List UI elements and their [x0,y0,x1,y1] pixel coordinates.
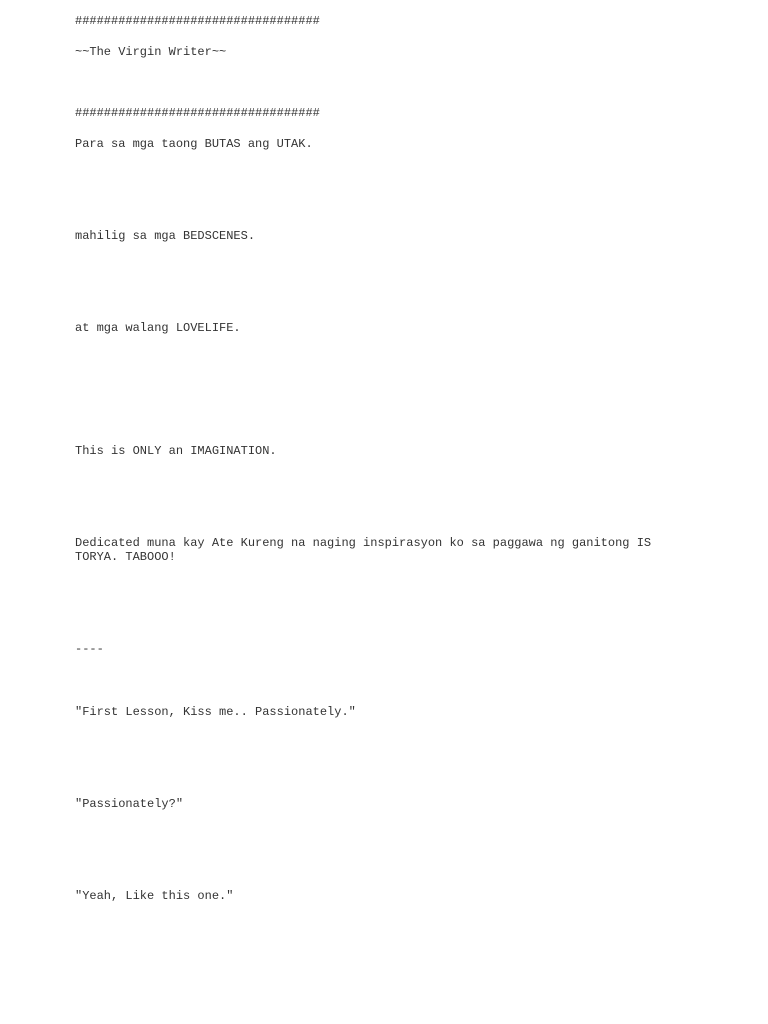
dialogue-line-2: "Passionately?" [75,797,184,811]
section-divider: ---- [75,642,104,656]
disclaimer: This is ONLY an IMAGINATION. [75,444,277,458]
separator-second: ################################## [75,106,320,120]
separator-top: ################################## [75,14,320,28]
byline: ~~The Virgin Writer~~ [75,45,227,59]
intro-line-1: Para sa mga taong BUTAS ang UTAK. [75,137,313,151]
intro-line-3: at mga walang LOVELIFE. [75,321,241,335]
dedication: Dedicated muna kay Ate Kureng na naging inspirasyon ko sa paggawa ng ganitong IS TORYA. TABOOO! [75,536,659,564]
dialogue-line-1: "First Lesson, Kiss me.. Passionately." [75,705,356,719]
dialogue-line-3: "Yeah, Like this one." [75,889,234,903]
intro-line-2: mahilig sa mga BEDSCENES. [75,229,256,243]
